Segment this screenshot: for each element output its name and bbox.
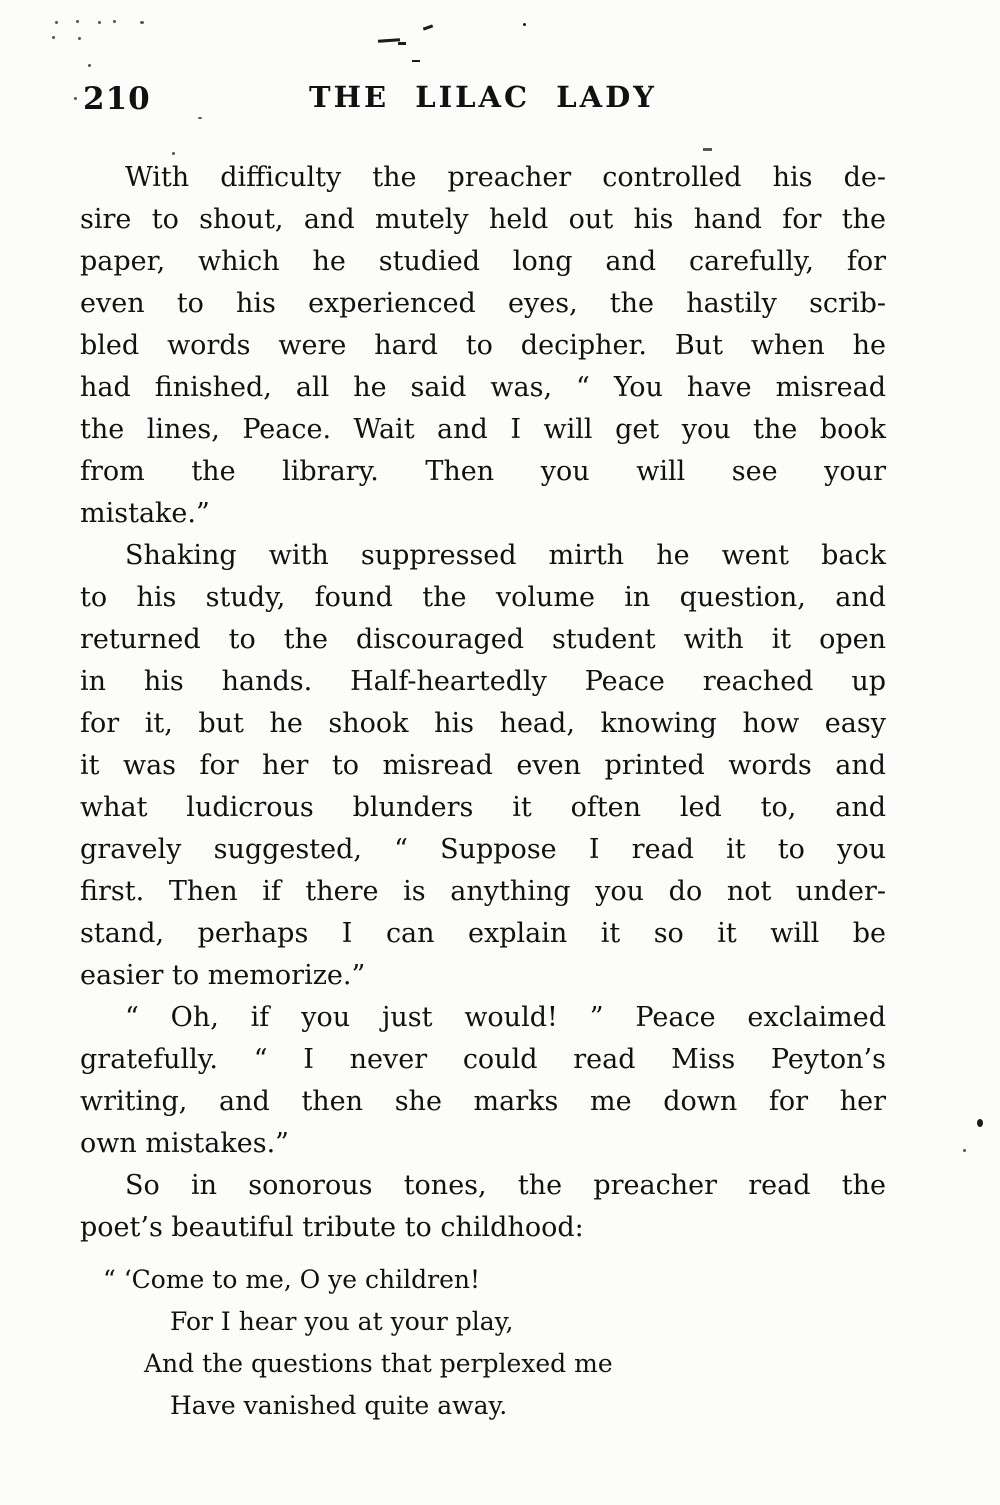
running-header: [80, 80, 886, 117]
scan-speck: [963, 1149, 966, 1152]
text-line: returned to the discouraged student with it open: [80, 624, 886, 655]
page-number: 210: [83, 81, 151, 117]
text-line: bled words were hard to decipher. But when he: [80, 330, 886, 361]
text-line: sire to shout, and mutely held out his hand for the: [80, 204, 886, 235]
scan-speck: [113, 20, 116, 23]
scan-speck: [198, 117, 202, 119]
scan-speck: [172, 152, 175, 155]
text-line: Shaking with suppressed mirth he went back: [125, 540, 886, 571]
text-line: paper, which he studied long and carefully, for: [80, 246, 886, 277]
scan-speck: [76, 20, 79, 23]
text-line: for it, but he shook his head, knowing how easy: [80, 708, 886, 739]
paragraph: [80, 535, 886, 997]
scan-speck: [74, 97, 77, 100]
text-line: gratefully. “ I never could read Miss Peyton’s: [80, 1044, 886, 1075]
scan-speck: [523, 23, 526, 26]
text-line: even to his experienced eyes, the hastily scrib-: [80, 288, 886, 319]
scan-speck: [55, 21, 58, 24]
text-line: writing, and then she marks me down for her: [80, 1086, 886, 1117]
text-line: in his hands. Half-heartedly Peace reached up: [80, 666, 886, 697]
text-line: first. Then if there is anything you do not under-: [80, 876, 886, 907]
text-line: So in sonorous tones, the preacher read the: [125, 1170, 886, 1201]
scan-speck: [977, 1119, 983, 1127]
text-line: from the library. Then you will see your: [80, 456, 886, 487]
text-line: poet’s beautiful tribute to childhood:: [80, 1212, 584, 1243]
body-text: [80, 157, 886, 1427]
running-title: THE LILAC LADY: [309, 80, 657, 114]
text-line: mistake.”: [80, 498, 210, 529]
scan-speck: [78, 37, 81, 40]
text-line: easier to memorize.”: [80, 960, 366, 991]
scan-speck: [378, 38, 400, 43]
scan-speck: [52, 36, 55, 39]
poem-line: For I hear you at your play,: [170, 1307, 514, 1336]
scan-speck: [423, 24, 433, 30]
scan-speck: [88, 64, 91, 67]
scan-speck: [412, 60, 420, 62]
text-line: it was for her to misread even printed words and: [80, 750, 886, 781]
scan-speck: [703, 148, 712, 151]
text-line: gravely suggested, “ Suppose I read it to you: [80, 834, 886, 865]
text-line: the lines, Peace. Wait and I will get you the book: [80, 414, 886, 445]
text-line: own mistakes.”: [80, 1128, 289, 1159]
poem-line: Have vanished quite away.: [170, 1391, 508, 1420]
text-line: stand, perhaps I can explain it so it will be: [80, 918, 886, 949]
text-line: had finished, all he said was, “ You have misread: [80, 372, 886, 403]
poem-quote: [80, 1259, 886, 1427]
poem-line: And the questions that perplexed me: [144, 1349, 613, 1378]
scan-speck: [98, 21, 101, 24]
paragraph: [80, 1165, 886, 1249]
paragraph: [80, 157, 886, 535]
scan-speck: [140, 21, 144, 24]
text-line: “ Oh, if you just would! ” Peace exclaimed: [125, 1002, 886, 1033]
poem-line: “ ‘Come to me, O ye children!: [103, 1265, 481, 1294]
scan-speck: [398, 42, 406, 45]
paragraph: [80, 997, 886, 1165]
text-line: what ludicrous blunders it often led to, and: [80, 792, 886, 823]
text-line: to his study, found the volume in question, and: [80, 582, 886, 613]
text-line: With difficulty the preacher controlled his de-: [125, 162, 886, 193]
